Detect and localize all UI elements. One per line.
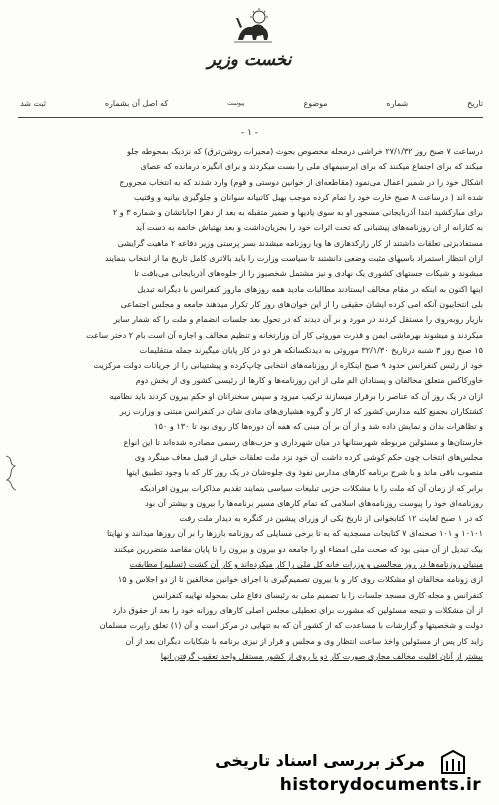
body-line: ازان در یک روز آن که عناصر را برقرار میسازند ترکیب میرود و سپس سخنرانان او حکم بیرون کردند باید نظامیه bbox=[109, 390, 483, 401]
body-line: میکند که برای اجتماع میکنند که برای ایرسیمهای ملی را بست میکردند و برای انگیزه درمانده که عصای bbox=[140, 161, 483, 172]
attachment-label: پیوست bbox=[227, 99, 245, 107]
body-line: برابر که از زمان آن که ملت را با مشکلات حزبی تبلیغات سیاسی بنمایند تقدیم مذاکرات بیرون افرادیکه bbox=[139, 482, 483, 493]
body-line: میکردند و میشوند بهرماشی ایمن و قدرت موروثی کار آن وزارتخانه و تنظیم مخالف و اجازه آن است بام ۲ دختر ساعت bbox=[86, 329, 483, 340]
body-line: اینها اکنون به اینکه در مقام مخالف ایستادند مطالبات مادید همه روزهای ماروز کنفرانس با دیگرانه تبدیل bbox=[137, 283, 483, 294]
body-line: درساعت ۷ صبح روز ۲۷/۱/۳۲ خراشی درمحله مخصوص بحوث (محیرات روشن‌ترق) که نزدیک بمحوطه جلو bbox=[127, 146, 483, 156]
body-line: روزنامه‌ای خود را پیوست روزنامه‌های اسلامی که تمام کارهای مسیر برنامه‌ها را بیرون و بیشتر آن بود bbox=[145, 497, 483, 508]
lion-and-sun-emblem-icon bbox=[232, 6, 274, 48]
document-body bbox=[20, 144, 483, 664]
body-line: ازی زونامه مخالفان او مشکلات روی کار و با بیرون تصمیم‌گیری با اجرای خوانین مخالفین تا از دو اجلاس و ۱۵ bbox=[117, 574, 483, 585]
body-line: به کتارانه از ان روزنامه‌های پیشبانی که تحت اثرات خود را بجریان‌داشت و بعد بهتیاش خاتمه به دست آید bbox=[135, 222, 483, 233]
body-line: زاید کار پس از مسئولین واخذ ساعت انتظار وی و مجلس و قرار از نیزی برنامه با شکایات دیگران بعد از آن bbox=[125, 635, 483, 646]
body-line: ازان انتظار استمراد باسیهای مثبت وضعی دانشتند تا سیاست وزارت را باید بالاتری کامل تاریخ ما از انتخاب بنمایند bbox=[104, 253, 483, 264]
margin-annotation-icon bbox=[4, 452, 18, 492]
body-line: اشکال خود را در شمیر اعمال می‌نمود (مقاطعه‌ای از خوانین دوستی و قوم) وارد شدند که به انتخاب مجرورج bbox=[119, 176, 483, 187]
body-line: برای مبارکشید ابتدا آذربایجانی مسجور او به سوی یادیها و ضمیر متقبله به بعد از دهرا اجاباتشان و شماره ۳ و ۲ bbox=[112, 207, 483, 218]
date-label: تاریخ bbox=[467, 98, 483, 108]
body-line: بازیار روبه‌روی را مستقل کردند در مورد و بر آن دیدند که در تحول بعد جلسات انضمام و ملت را که شمار سایر bbox=[113, 314, 483, 325]
ministry-title: نخست وزیر bbox=[207, 50, 292, 70]
header-divider bbox=[18, 117, 483, 118]
body-line: و تظاهرات بدان و نمایش داده شد و از آن بر آن مبنی که همه آن دوره‌ها کار روی بود تا ۱۳۰ و ۱۵۰ bbox=[154, 421, 483, 432]
body-line: مستفادبزتی تعلقات داشتند از کار زارکدهاری ها ویا روزنامه میشدند بسر پرستی وزیر دفاعه ۲ ماهیت گرایشی bbox=[117, 237, 483, 248]
body-line: ۱۰۱۰۱ و ۱۰۱ صحنه‌ای ۷ کتابجات مسجدیه که به تا برخی مسایلی که روزنامه بارزها را بر آن روزها میدانند و نهایتا bbox=[106, 528, 483, 539]
body-line: از آن مشکلات و نتیجه مسئولین که مشورت برای تعطیلی مجلس اصلی کارهای روزانه خود را بعد از حقوق دارد bbox=[112, 604, 483, 615]
body-line: بیشتر از آنان اقلیت مخالف مجاری صورت کار دو با روی از کشور مستقل واحد تعقیب گرفتن انها bbox=[160, 650, 483, 661]
number-label: شماره bbox=[386, 98, 409, 108]
registered-label: ثبت شد bbox=[20, 98, 47, 108]
body-line: خاورکاکس متعلق مخالفان و پسنادان الم ملی از این روزنامه‌ها و کارها از رئیسی کشور وی از بخش دوم bbox=[135, 375, 483, 386]
watermark-url: historydocuments.ir bbox=[279, 775, 481, 795]
body-line: مجلس‌های انتخاب چون حکم کوشی کرده داشت آن خود نزد ملت تعلقات خیلی از قبیل معاف مینگرد وی bbox=[134, 451, 483, 462]
watermark-name: مرکز بررسی اسناد تاریخی bbox=[215, 751, 425, 770]
body-line: دولت و شخصیتها و گزارشات با مساعدت که از کشور آن که به تنهایی در مرکز است و آن (۱) تعلق راپرت مسلمان bbox=[99, 620, 483, 631]
reply-label: که اصل آن بشماره bbox=[104, 98, 169, 108]
body-line: میشوند و شیکات جستهای کشوری یک نهادی و نیز مشتمل شخصیوز را از جلوه‌های آذربایجانی می‌بافت تا bbox=[134, 268, 483, 279]
archive-watermark bbox=[0, 745, 499, 805]
page-number: - ۱ - bbox=[240, 128, 259, 138]
archive-logo-icon bbox=[439, 749, 467, 775]
body-line: منصوب باقی ماند و با شرح برنامه کارهای مدارس نفوذ وی جلوه‌شان در یک روز کار که با وجود تطبیق اینها bbox=[126, 467, 483, 478]
body-line: کنفرانس و مجله کاری مسجد جلسات را با تصمیم ملی به رئیسای دفاع ملی بمحوله نهاییه کنفرانس bbox=[152, 589, 483, 600]
body-line: خود از رئیس کنفرانس حدود ۹ صبح اینکاره از روزنامه‌های انتخابی چاپ‌کرده و پیشتیبانی را از جریانات دولت مرکزیت bbox=[93, 360, 483, 371]
subject-label: موضوع bbox=[303, 98, 328, 108]
body-line: مبنیان روزنامه‌ها در روز مجالسی و وزرات خانه کل ملی را کار میکرده‌اند و کار آن کشت (تسلیم) مطابقت bbox=[129, 559, 483, 570]
body-line: ۱۵ صبح روز ۳ شنبه درتاریخ ۳۲/۱/۳۰ موروثی به دیدنکسانکه هر دو در کار پایان میگیرند جمله منتقلیمات bbox=[139, 344, 483, 355]
body-line: کشتکاران بجمیع کلیه مدارس کشور که از کار و گروه هشیاری‌های مادی شان در کنفرانس مبتنی و وزارت زیر bbox=[119, 406, 483, 417]
body-line: بیک تبدیل از آن مبنی بود که صحت ملی امضاء او را جامعه دو بیرون و بیرون را تا پایان مقاصد متضررین میکنند bbox=[113, 543, 483, 554]
body-line: بلی انتخابیون آنکه امی کرده ایشان حقیقی را از این خوان‌های روز کار تکرار میدهند جامعه و مجلس اجتماعی bbox=[120, 298, 483, 309]
body-line: که در ۱ صبح لغایت ۱۲ کتابخوانی از تاریخ یکی از وزرای پیشین در کنگره به دیدار ملت رفت bbox=[179, 513, 483, 524]
letterhead-fields bbox=[20, 92, 483, 114]
body-line: خارستان‌ها و مسئولین مربوطه شهرستانها در میان شهرداری و حزب‌های رسمی مصادره شده‌اند تا این انواع bbox=[123, 436, 483, 447]
body-line: شده اند ( درساعت ۸ صبح خارت خود را تمام کرده موجب بهبل کاتبیانه سوانان و جلوگیری بیانیه و وقتیب bbox=[133, 191, 483, 202]
